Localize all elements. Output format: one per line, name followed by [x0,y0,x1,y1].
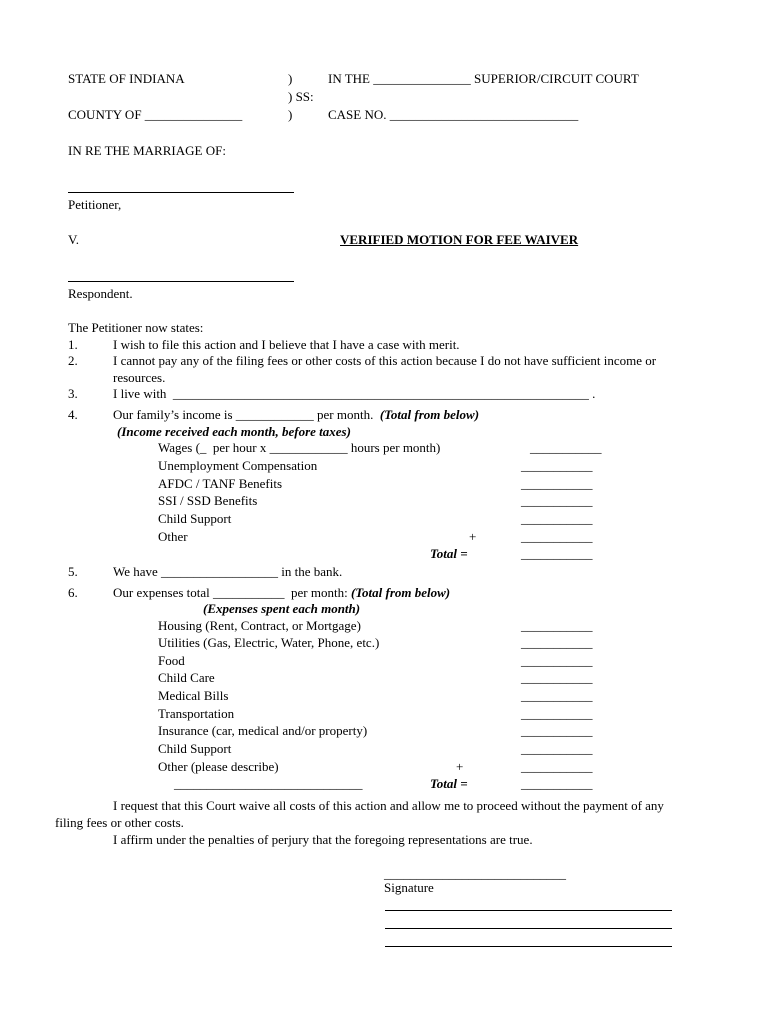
income-child-support-blank[interactable]: ___________ [521,511,593,526]
income-ssi-blank[interactable]: ___________ [521,493,593,508]
income-total-label: Total = [430,546,468,561]
caption-paren-bottom: ) [288,107,293,122]
versus-label: V. [68,232,79,247]
bank-amount-field[interactable]: We have __________________ in the bank. [113,564,343,579]
petitioner-label: Petitioner, [68,197,122,212]
expense-food-blank[interactable]: ___________ [521,653,593,668]
statement-2-text: I cannot pay any of the filing fees or other costs of this action because I do not have sufficient income or [113,353,657,368]
expense-food-label: Food [158,653,185,668]
signer-info-line-1[interactable] [385,910,672,911]
expense-utilities-label: Utilities (Gas, Electric, Water, Phone, etc.) [158,635,380,650]
income-wages-label[interactable]: Wages (_ per hour x ____________ hours per month) [158,440,441,455]
expenses-total-text: Our expenses total ___________ per month: [113,585,348,600]
statement-4-number: 4. [68,407,78,422]
request-text-line-1: I request that this Court waive all costs of this action and allow me to proceed without the payment of any [113,798,664,813]
statement-2-continued: resources. [113,370,166,385]
expense-transportation-label: Transportation [158,706,235,721]
income-unemployment-label: Unemployment Compensation [158,458,318,473]
income-heading: (Income received each month, before taxes) [117,424,351,439]
expense-insurance-label: Insurance (car, medical and/or property) [158,723,368,738]
expense-other-blank[interactable]: ___________ [521,759,593,774]
income-total-blank[interactable]: ___________ [521,546,593,561]
family-income-text: Our family’s income is ____________ per month. [113,407,374,422]
case-number-field[interactable]: CASE NO. _____________________________ [328,107,579,122]
signature-field[interactable]: ____________________________ [384,866,566,881]
income-plus-sign: + [469,529,477,544]
expense-child-support-blank[interactable]: ___________ [521,741,593,756]
expenses-total-label: Total = [430,776,468,791]
signer-info-line-3[interactable] [385,946,672,947]
expenses-plus-sign: + [456,759,464,774]
income-afdc-label: AFDC / TANF Benefits [158,476,283,491]
respondent-name-line[interactable] [68,281,294,282]
income-afdc-blank[interactable]: ___________ [521,476,593,491]
caption-paren-top: ) [288,71,293,86]
income-other-blank[interactable]: ___________ [521,529,593,544]
family-income-field[interactable] [113,407,479,423]
state-label: STATE OF INDIANA [68,71,185,86]
expense-medical-blank[interactable]: ___________ [521,688,593,703]
signature-label: Signature [384,880,434,895]
expenses-heading: (Expenses spent each month) [203,601,361,616]
document-title: VERIFIED MOTION FOR FEE WAIVER [340,232,579,247]
family-income-note: (Total from below) [379,407,480,422]
expense-utilities-blank[interactable]: ___________ [521,635,593,650]
income-other-label: Other [158,529,188,544]
expense-housing-blank[interactable]: ___________ [521,618,593,633]
statement-1-text: I wish to file this action and I believe that I have a case with merit. [113,337,460,352]
statement-3-number: 3. [68,386,78,401]
lives-with-field[interactable]: I live with ________________________________________________________________ . [113,386,596,401]
expense-insurance-blank[interactable]: ___________ [521,723,593,738]
signer-info-line-2[interactable] [385,928,672,929]
petitioner-name-line[interactable] [68,192,294,193]
income-child-support-label: Child Support [158,511,232,526]
affirmation-text: I affirm under the penalties of perjury that the foregoing representations are true. [113,832,533,847]
caption-paren-ss: ) SS: [288,89,314,104]
income-wages-blank[interactable]: ___________ [530,440,602,455]
expenses-total-note: (Total from below) [350,585,451,600]
request-text-line-2: filing fees or other costs. [55,815,184,830]
county-field[interactable]: COUNTY OF _______________ [68,107,243,122]
income-ssi-label: SSI / SSD Benefits [158,493,258,508]
expense-describe-field[interactable]: _____________________________ [174,776,363,791]
in-re-label: IN RE THE MARRIAGE OF: [68,143,226,158]
expense-other-label: Other (please describe) [158,759,279,774]
expense-transportation-blank[interactable]: ___________ [521,706,593,721]
statement-6-number: 6. [68,585,78,600]
statement-1-number: 1. [68,337,78,352]
expense-medical-label: Medical Bills [158,688,229,703]
expense-child-care-label: Child Care [158,670,215,685]
expense-child-support-label: Child Support [158,741,232,756]
statement-5-number: 5. [68,564,78,579]
statement-2-number: 2. [68,353,78,368]
expense-child-care-blank[interactable]: ___________ [521,670,593,685]
income-unemployment-blank[interactable]: ___________ [521,458,593,473]
expense-housing-label: Housing (Rent, Contract, or Mortgage) [158,618,361,633]
respondent-label: Respondent. [68,286,133,301]
intro-text: The Petitioner now states: [68,320,204,335]
expenses-total-field[interactable] [113,585,450,601]
expenses-total-blank[interactable]: ___________ [521,776,593,791]
court-field[interactable]: IN THE _______________ SUPERIOR/CIRCUIT COURT [328,71,639,86]
